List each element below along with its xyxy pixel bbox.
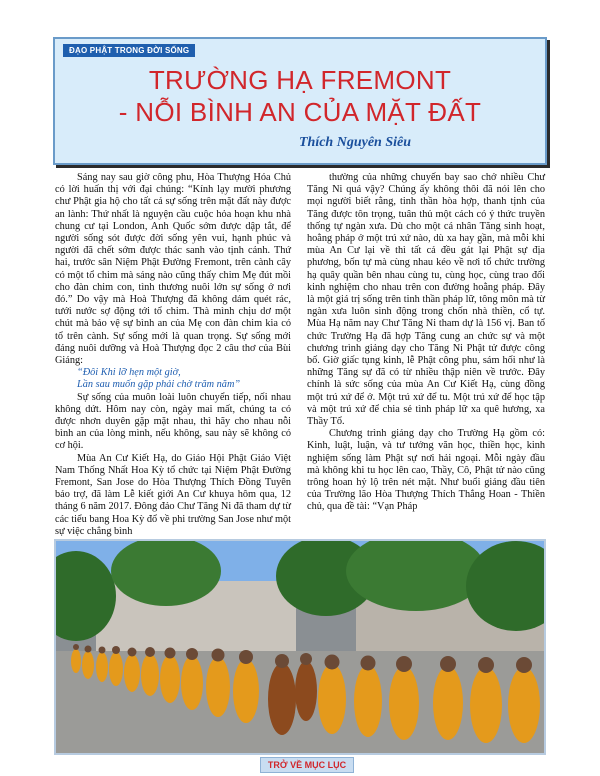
paragraph: Chương trình giảng dạy cho Trường Hạ gồm có: Kinh, luật, luận, và tư tưởng văn học, thiền học, kinh nghiệm sống làm Phật sự nơi hải ngoại. Mỗi ngày đầu mà không khi tu học lên cao, Thầy, Cô, Phật tử nào cũng trông hoan hỷ lộ trên nét mặt. Như buổi giảng đầu tiên của Trường lão Hòa Thượng Thích Thắng Hoan - Thiền chủ, qua đề tài: “Vạn Pháp [307, 428, 545, 513]
paragraph: Mùa An Cư Kiết Hạ, do Giáo Hội Phật Giáo Việt Nam Thống Nhất Hoa Kỳ tổ chức tại Niệm Phật Đường Fremont, San Jose do Hòa Thượng Thích Đồng Tuyên bảo trợ, đã làm Lễ kiết giới An Cư khuya hôm qua, 12 tháng 6 năm 2017. Đông đảo Chư Tăng Ni đã tham dự từ các tiểu bang Hoa Kỳ đổ về phi trường San Jose như một sự việc chẳng bình [55, 452, 291, 537]
paragraph: Sáng nay sau giờ công phu, Hòa Thượng Hóa Chủ có lời huấn thị với đại chúng: “Kính lạy mười phương chư Phật gia hộ cho tất cả sự sống trên mặt đất này được an lành: Thứ nhất là nguyện cầu cuộc hỏa hoạn khu nhà chung cư tại London, Anh Quốc sớm được dập tắt, để người sống sót được đời sống yên vui, hạnh phúc và người đã chết sớm được thác sanh vào tịnh cảnh. Thứ hai, trước sân Niệm Phật Đường Fremont, trên cành cây có một tổ chim mà sáng nào cũng thấy chim Mẹ đút mồi cho đàn chim con, tình thương nuôi lớn sự sống ở nơi đó.” Do vậy mà Hoà Thượng đã không dám quét rác, tưới nước sợ động tới tổ chim. Thà mình chịu dơ một chút mà bảo vệ sự bình an của Mẹ con đàn chim kia có tổ trên cành. Sự sống mới là quan trọng. Sự sống mới đáng nuôi dưỡng và Hoà Thượng đọc 2 câu thơ của Bùi Giáng: [55, 172, 291, 367]
left-column [55, 172, 291, 538]
article-author: Thích Nguyên Siêu [298, 135, 411, 150]
section-tag: ĐẠO PHẬT TRONG ĐỜI SỐNG [63, 44, 195, 57]
back-to-contents-button[interactable]: TRỞ VỀ MỤC LỤC [260, 757, 354, 773]
article-title-line1: TRƯỜNG HẠ FREMONT [148, 65, 452, 95]
article-header [53, 37, 547, 165]
poem-quote-line2: Lần sau muốn gặp phải chờ trăm năm” [77, 379, 241, 391]
monks-walking-photo [54, 539, 546, 755]
article-title-line2: - NỖI BÌNH AN CỦA MẶT ĐẤT [118, 97, 482, 127]
photo-illustration [56, 541, 544, 753]
poem-quote-line1: “Đôi Khi lỡ hẹn một giờ, [77, 367, 181, 379]
right-column [307, 172, 545, 514]
paragraph: thường của những chuyến bay sao chở nhiều Chư Tăng Ni quá vậy? Chúng ấy không thôi đã nói lên cho mọi người biết rằng, tinh thần hòa hợp, thanh tịnh của Tăng được tôn trọng, tuân thủ một cách có ý thức truyền thống tự ngàn xưa. Dù cho một cá nhân Tăng sinh hoạt, hoằng pháp ở một trú xứ nào, dù xa hay gần, mà mỗi khi mùa An Cư lại về thì tất cả đều gát lại Phật sự địa phương, bốn tự mà cùng nhau kéo về nơi tổ chức trường hạ quây quần bên nhau cùng tu, cùng học, cùng trao đổi kinh nghiệm cho nhau trên con đường hoằng pháp. Đây là một giá trị sống trên tinh thần pháp lữ, tông môn mà từ ngàn xưa luôn sinh động trong chốn nhà thiền, cổ tự. Mùa Hạ năm nay Chư Tăng Ni tham dự là 156 vị. Ban tổ chức Trường Hạ đã hợp Tăng cung an chức sự và một chương trình giảng dạy cho Tăng Ni Phật tử được công bố. Giờ giấc tụng kinh, lễ Phật công phu, sám hối như là những Tăng sự đã có từ nhiều thập niên về trước. Đây chính là sức sống của mùa An Cư Kiết Hạ, cùng đồng một trú xứ để ở. Một trú xứ để tu. Một trú xứ để học tập và một trú xứ để chia sẻ tình pháp lữ xa quê hương, xa Thầy Tổ. [307, 172, 545, 428]
paragraph: Sự sống của muôn loài luôn chuyển tiếp, nối nhau không dứt. Hôm nay còn, ngày mai mất, chúng ta có được nhơn duyên gặp mặt nhau, thì hãy cho nhau nỗi bình an của lòng mình, nếu không, sau này sẽ không có cơ hội. [55, 391, 291, 452]
